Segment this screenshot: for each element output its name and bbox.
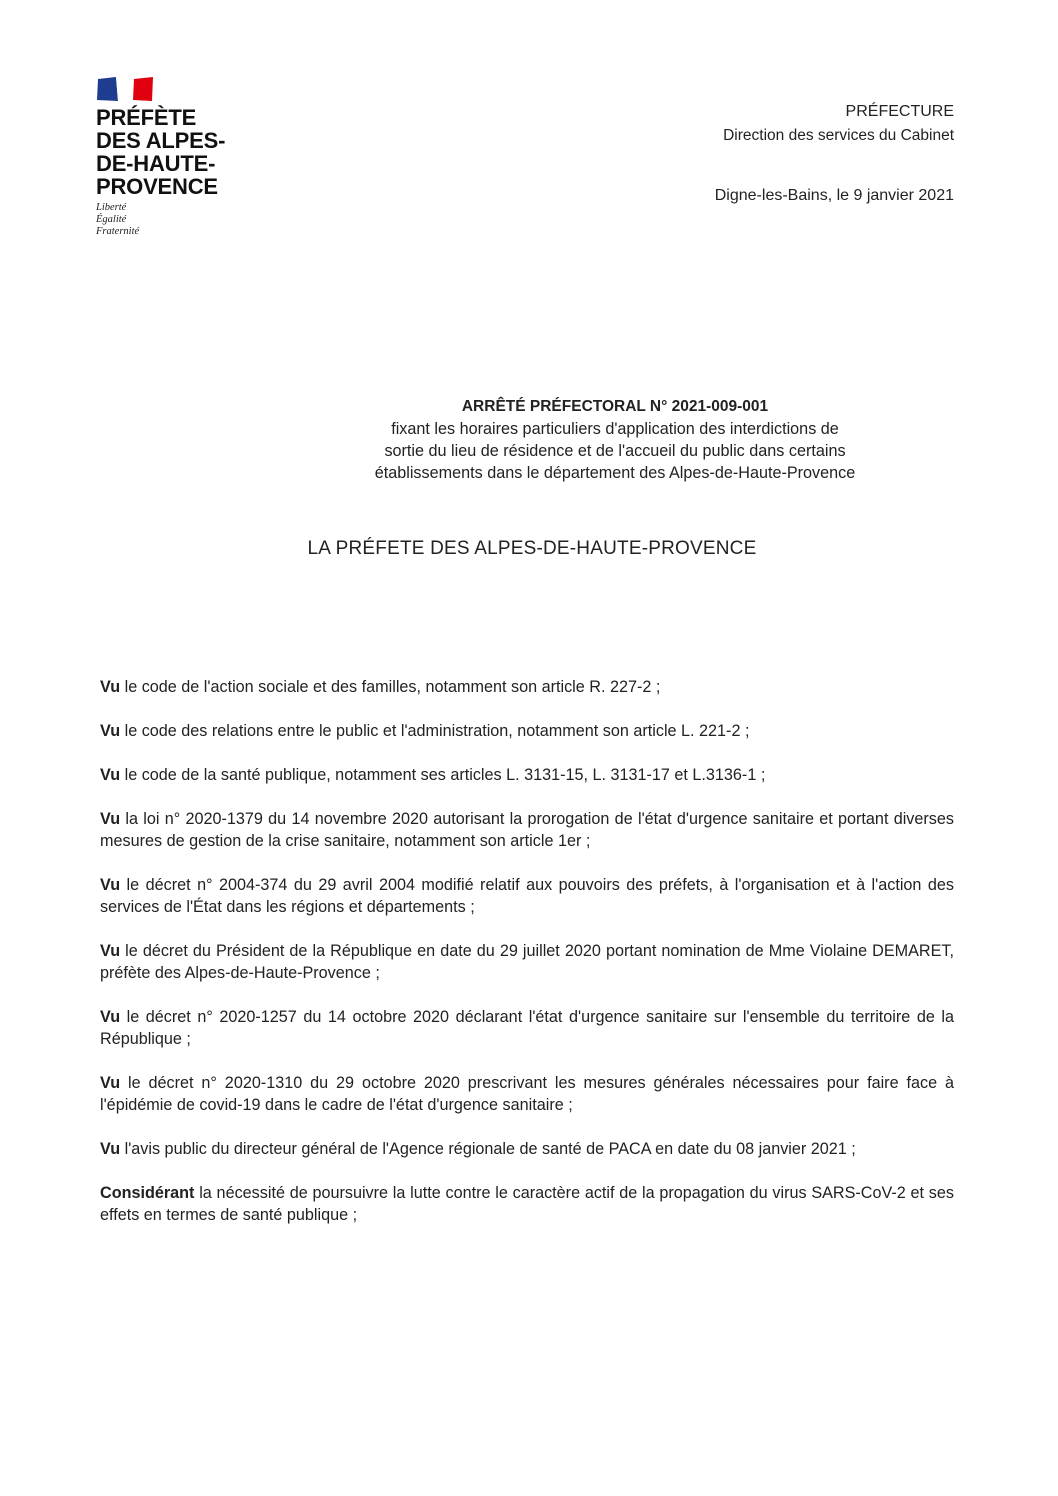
french-flag-icon [96, 76, 154, 102]
place-and-date: Digne-les-Bains, le 9 janvier 2021 [714, 187, 954, 204]
recital-paragraph [100, 1138, 954, 1160]
decree-subtitle-line: établissements dans le département des Alpes-de-Haute-Provence [374, 464, 856, 482]
recital-lead: Considérant [100, 1184, 195, 1202]
recital-text: le décret n° 2004-374 du 29 avril 2004 modifié relatif aux pouvoirs des préfets, à l'organisation et à l'action des services de l'État dans les régions et départements ; [100, 876, 954, 916]
recital-paragraph [100, 808, 954, 852]
recital-lead: Vu [100, 810, 121, 828]
authority-title: LA PRÉFETE DES ALPES-DE-HAUTE-PROVENCE [307, 538, 757, 559]
recital-lead: Vu [100, 942, 121, 960]
recital-text: la nécessité de poursuivre la lutte contre le caractère actif de la propagation du virus SARS-CoV-2 et ses effets en termes de santé publique ; [100, 1184, 954, 1224]
recital-lead: Vu [100, 1140, 121, 1158]
recital-paragraph [100, 720, 954, 742]
recital-text: l'avis public du directeur général de l'Agence régionale de santé de PACA en date du 08 janvier 2021 ; [120, 1140, 856, 1158]
flag-red-band [133, 77, 153, 101]
recital-text: le décret n° 2020-1257 du 14 octobre 2020 déclarant l'état d'urgence sanitaire sur l'ensemble du territoire de la République ; [100, 1008, 954, 1048]
recital-lead: Vu [100, 1008, 121, 1026]
recital-lead: Vu [100, 722, 121, 740]
decree-heading [325, 396, 905, 484]
recital-lead: Vu [100, 876, 121, 894]
logo-title-line: PRÉFÈTE [96, 105, 197, 130]
motto-line: Fraternité [96, 226, 140, 237]
decree-subtitle-line: fixant les horaires particuliers d'application des interdictions de [391, 420, 839, 438]
recital-paragraph [100, 1182, 954, 1226]
recital-lead: Vu [100, 1074, 121, 1092]
decree-number: ARRÊTÉ PRÉFECTORAL N° 2021-009-001 [461, 398, 769, 415]
motto-line: Égalité [96, 214, 127, 225]
recital-text: le code de l'action sociale et des familles, notamment son article R. 227-2 ; [120, 678, 661, 696]
flag-white-band [116, 77, 134, 101]
logo-title [96, 106, 296, 198]
recital-paragraph [100, 1072, 954, 1116]
recital-paragraph [100, 874, 954, 918]
flag-blue-band [97, 77, 118, 101]
prefecture-logo [96, 76, 296, 238]
recital-lead: Vu [100, 766, 121, 784]
recital-text: le décret n° 2020-1310 du 29 octobre 2020 prescrivant les mesures générales nécessaires pour faire face à l'épidémie de covid-19 dans le cadre de l'état d'urgence sanitaire ; [100, 1074, 954, 1114]
decree-subtitle-line: sortie du lieu de résidence et de l'accueil du public dans certains [384, 442, 846, 460]
recital-text: la loi n° 2020-1379 du 14 novembre 2020 autorisant la prorogation de l'état d'urgence sanitaire et portant diverses mesures de gestion de la crise sanitaire, notamment son article 1er ; [100, 810, 954, 850]
recital-text: le code de la santé publique, notamment ses articles L. 3131-15, L. 3131-17 et L.3136-1 ; [120, 766, 766, 784]
department-name: Direction des services du Cabinet [723, 127, 954, 144]
logo-title-line: DE-HAUTE- [96, 151, 216, 176]
recital-lead: Vu [100, 678, 121, 696]
recital-text: le décret du Président de la République en date du 29 juillet 2020 portant nomination de Mme Violaine DEMARET, préfète des Alpes-de-Haute-Provence ; [100, 942, 954, 982]
logo-title-line: DES ALPES- [96, 128, 226, 153]
recital-paragraph [100, 676, 954, 698]
republic-motto [96, 202, 296, 238]
issuing-service [723, 100, 954, 148]
recital-paragraph [100, 764, 954, 786]
recital-text: le code des relations entre le public et l'administration, notamment son article L. 221-2 ; [120, 722, 750, 740]
recitals [100, 676, 954, 1248]
logo-title-line: PROVENCE [96, 174, 218, 199]
recital-paragraph [100, 940, 954, 984]
service-name: PRÉFECTURE [845, 103, 954, 120]
motto-line: Liberté [96, 202, 127, 213]
recital-paragraph [100, 1006, 954, 1050]
